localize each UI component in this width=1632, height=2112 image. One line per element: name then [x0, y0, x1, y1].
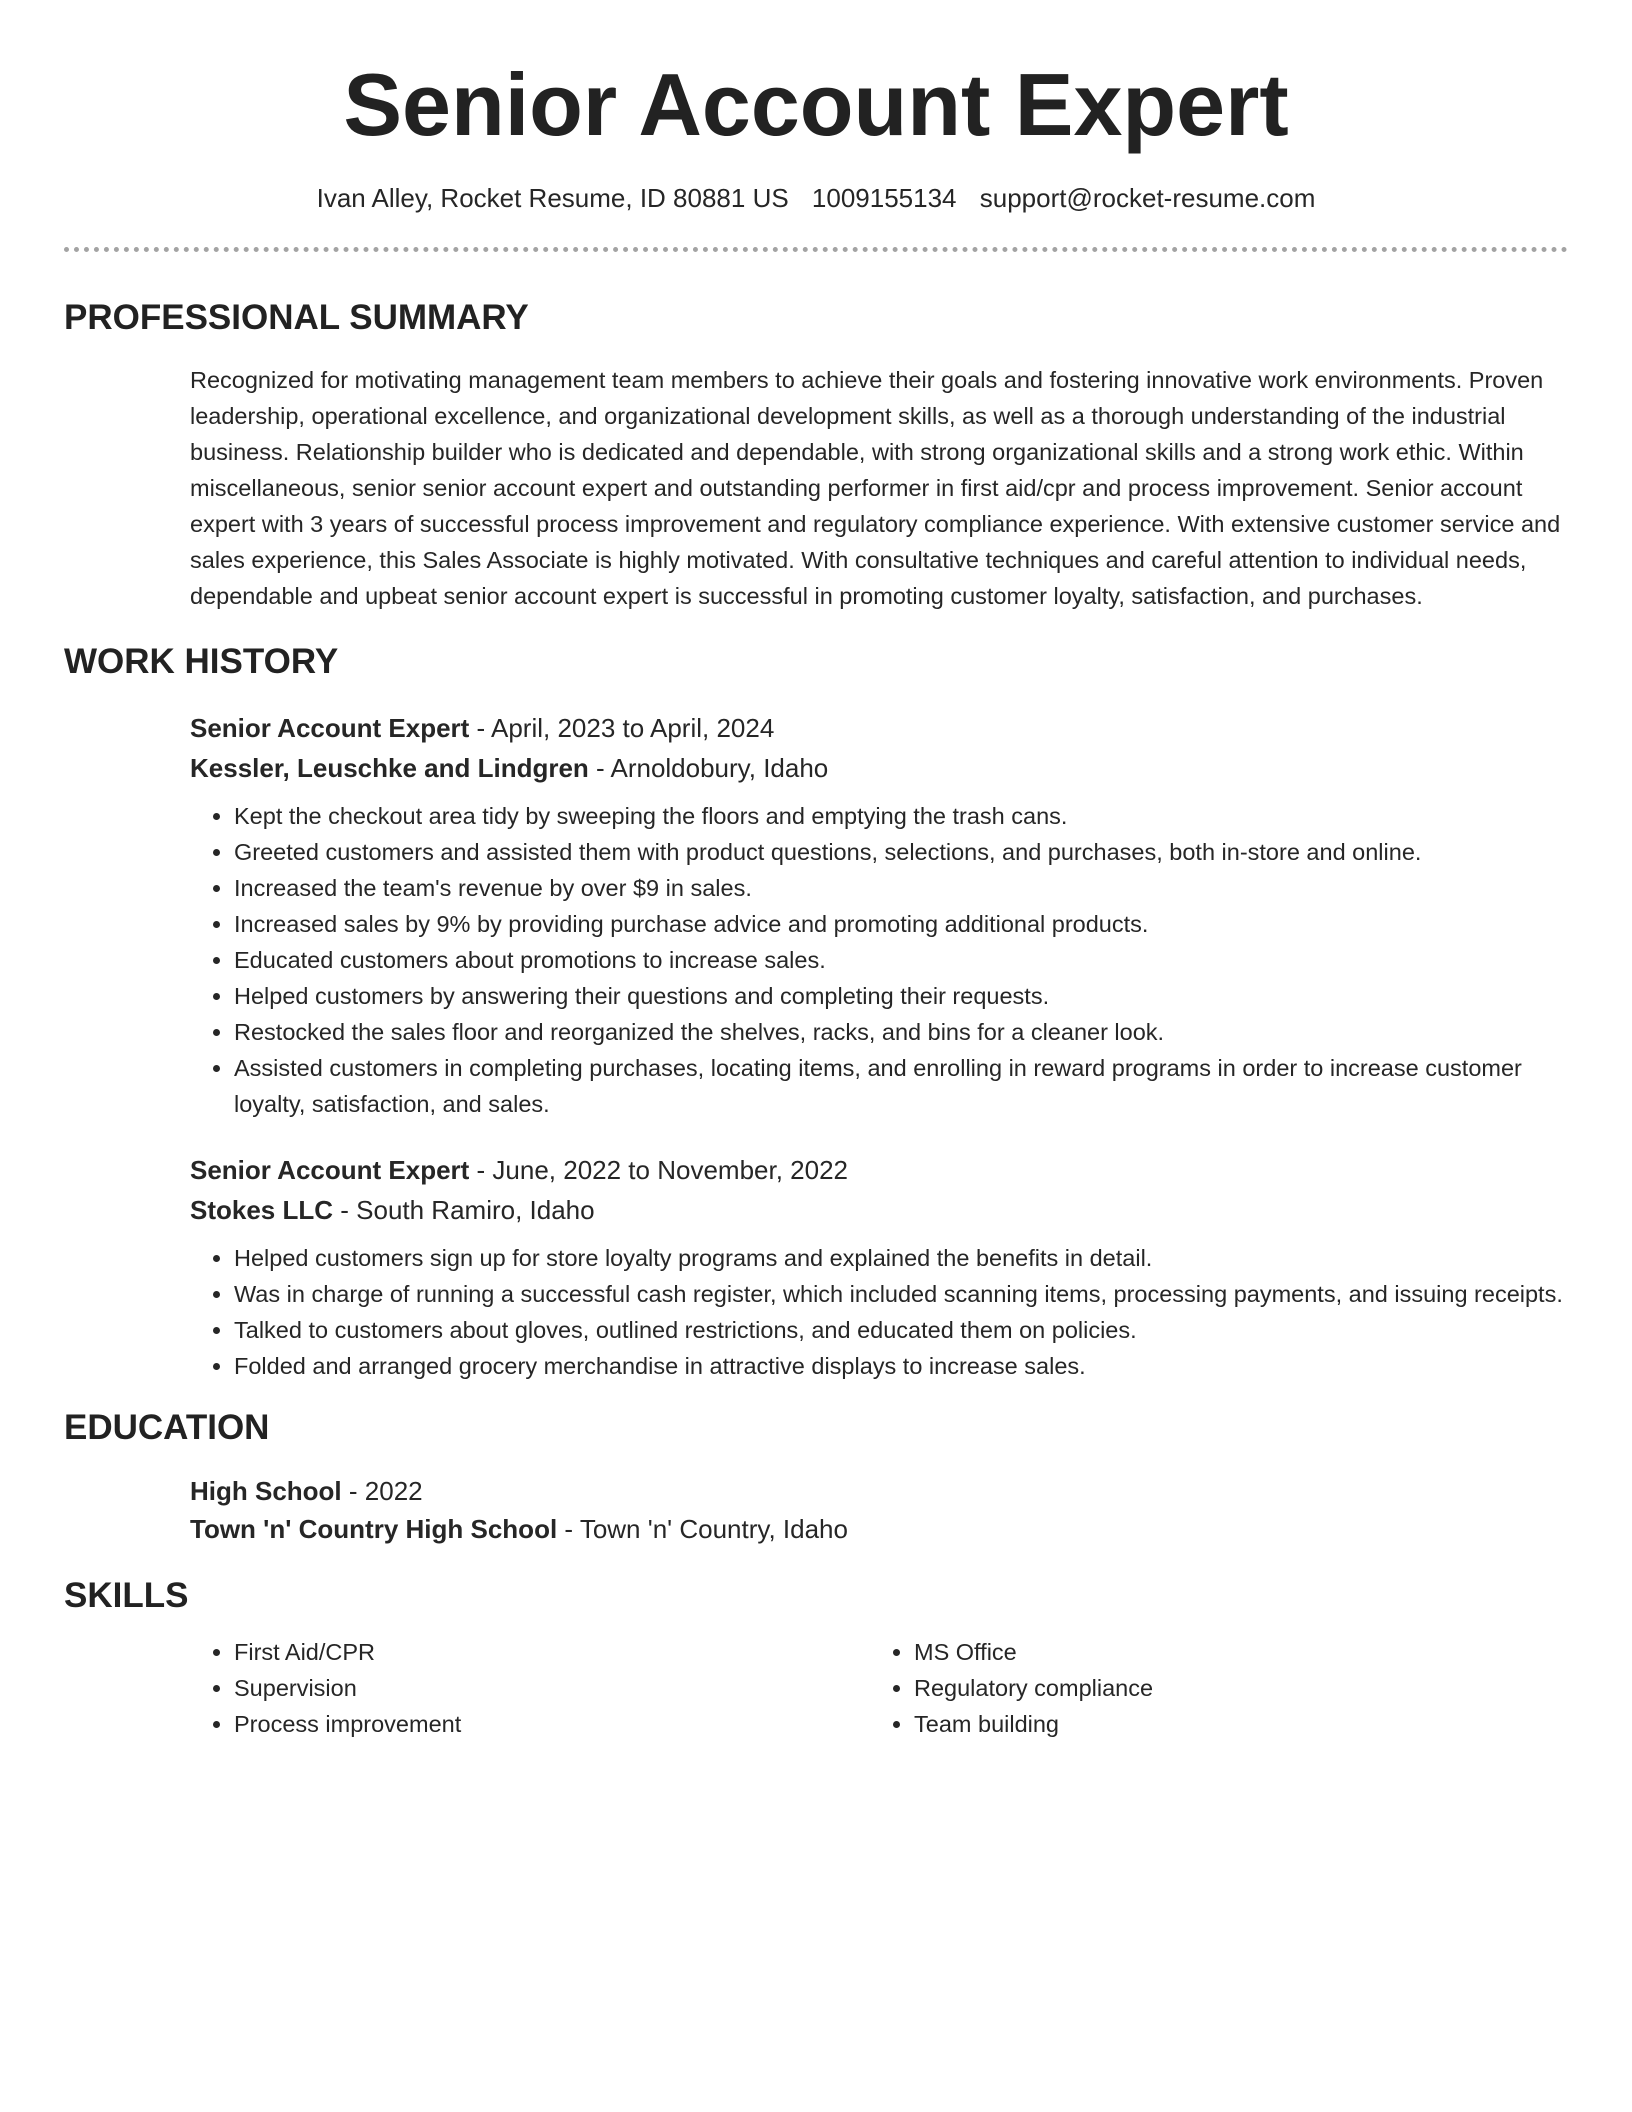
job-title-line	[190, 708, 1568, 748]
education-school-line	[190, 1510, 1568, 1548]
skill-item: • First Aid/CPR	[234, 1634, 870, 1670]
skill-item: • MS Office	[914, 1634, 1550, 1670]
education-location: - Town 'n' Country, Idaho	[557, 1514, 848, 1544]
job-bullet: • Educated customers about promotions to increase sales.	[234, 942, 1568, 978]
education-entry	[190, 1472, 1568, 1548]
job-title: Senior Account Expert	[190, 1155, 470, 1185]
job-bullet: • Folded and arranged grocery merchandise in attractive displays to increase sales.	[234, 1348, 1568, 1384]
skill-item: • Team building	[914, 1706, 1550, 1742]
job-bullet: • Increased the team's revenue by over $9 in sales.	[234, 870, 1568, 906]
education-heading: EDUCATION	[64, 1408, 270, 1447]
job-company: Stokes LLC	[190, 1195, 334, 1225]
job-bullet: • Assisted customers in completing purchases, locating items, and enrolling in reward programs in order to increase customer loyalty, satisfaction, and sales.	[234, 1050, 1568, 1122]
job-company: Kessler, Leuschke and Lindgren	[190, 753, 589, 783]
education-degree: High School	[190, 1476, 342, 1506]
job-bullet: • Helped customers sign up for store loyalty programs and explained the benefits in detail.	[234, 1240, 1568, 1276]
skill-item: • Supervision	[234, 1670, 870, 1706]
contact-address: Ivan Alley, Rocket Resume, ID 80881 US	[316, 183, 789, 213]
work-history-heading: WORK HISTORY	[64, 642, 339, 681]
job-bullet: • Increased sales by 9% by providing purchase advice and promoting additional products.	[234, 906, 1568, 942]
resume-title: Senior Account Expert	[343, 55, 1289, 154]
contact-phone: 1009155134	[811, 183, 957, 213]
skills-column-left	[190, 1634, 870, 1742]
job-entry	[190, 708, 1568, 1122]
summary-heading: PROFESSIONAL SUMMARY	[64, 298, 529, 337]
contact-line	[64, 181, 1568, 215]
job-location: - South Ramiro, Idaho	[333, 1195, 595, 1225]
skills-column-right	[870, 1634, 1550, 1742]
job-bullets	[190, 1240, 1568, 1384]
header-divider	[64, 247, 1568, 252]
skills-grid	[190, 1634, 1568, 1742]
job-bullet: • Greeted customers and assisted them with product questions, selections, and purchases, both in-store and online.	[234, 834, 1568, 870]
job-entry	[190, 1150, 1568, 1384]
job-bullet: • Was in charge of running a successful cash register, which included scanning items, processing payments, and issuing receipts.	[234, 1276, 1568, 1312]
job-bullet: • Kept the checkout area tidy by sweeping the floors and emptying the trash cans.	[234, 798, 1568, 834]
job-bullets	[190, 798, 1568, 1122]
summary-text: Recognized for motivating management team members to achieve their goals and fostering innovative work environments. Proven leadership, operational excellence, and organizational development skills, as well as a thorough understanding of the industrial business. Relationship builder who is dedicated and dependable, with strong organizational skills and a strong work ethic. Within miscellaneous, senior senior account expert and outstanding performer in first aid/cpr and process improvement. Senior account expert with 3 years of successful process improvement and regulatory compliance experience. With extensive customer service and sales experience, this Sales Associate is highly motivated. With consultative techniques and careful attention to individual needs, dependable and upbeat senior account expert is successful in promoting customer loyalty, satisfaction, and purchases.	[190, 367, 1561, 609]
skill-item: • Regulatory compliance	[914, 1670, 1550, 1706]
education-school: Town 'n' Country High School	[190, 1514, 558, 1544]
job-title-line	[190, 1150, 1568, 1190]
job-dates: - June, 2022 to November, 2022	[469, 1155, 849, 1185]
job-title: Senior Account Expert	[190, 713, 470, 743]
skills-heading: SKILLS	[64, 1576, 189, 1615]
education-year: - 2022	[341, 1476, 423, 1506]
job-location: - Arnoldobury, Idaho	[588, 753, 829, 783]
skill-item: • Process improvement	[234, 1706, 870, 1742]
contact-email: support@rocket-resume.com	[979, 183, 1316, 213]
education-degree-line	[190, 1472, 1568, 1510]
job-bullet: • Talked to customers about gloves, outlined restrictions, and educated them on policies.	[234, 1312, 1568, 1348]
job-bullet: • Restocked the sales floor and reorganized the shelves, racks, and bins for a cleaner look.	[234, 1014, 1568, 1050]
job-company-line	[190, 748, 1568, 788]
job-company-line	[190, 1190, 1568, 1230]
job-bullet: • Helped customers by answering their questions and completing their requests.	[234, 978, 1568, 1014]
job-dates: - April, 2023 to April, 2024	[469, 713, 775, 743]
